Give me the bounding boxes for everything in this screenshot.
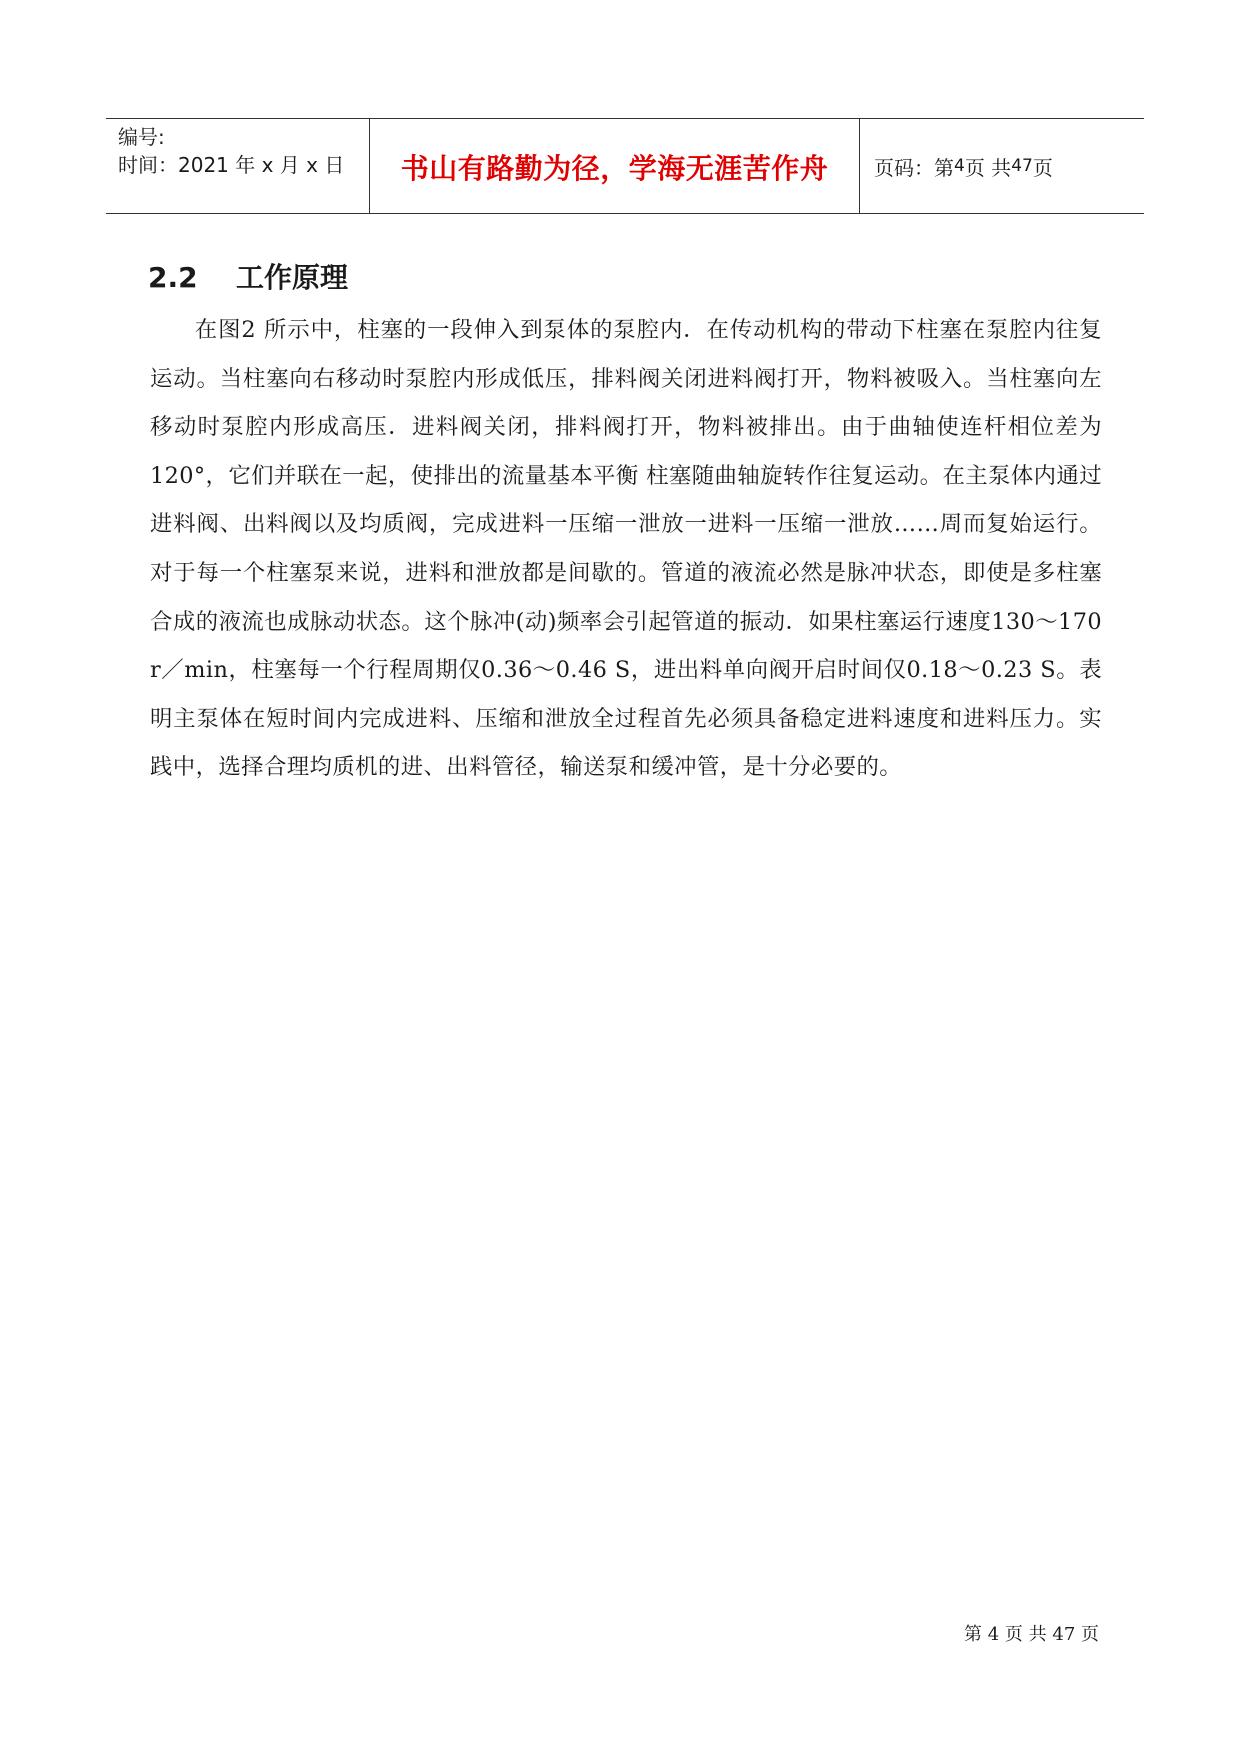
document-date: 时间：2021 年 x 月 x 日 xyxy=(118,153,345,177)
section-heading xyxy=(148,256,348,296)
document-number-label: 编号: xyxy=(118,125,165,149)
header-page-cell xyxy=(860,119,1144,213)
header-motto-cell xyxy=(370,119,860,213)
section-title: 工作原理 xyxy=(236,261,349,294)
header-page-suffix: 页 xyxy=(1032,155,1053,180)
header-page-prefix: 页码：第 xyxy=(874,155,954,180)
section-number: 2.2 xyxy=(148,261,198,294)
header-page-current: 4 xyxy=(954,156,965,176)
header-meta-cell xyxy=(106,119,370,213)
header-page-total: 47 xyxy=(1011,156,1033,176)
page-footer: 第 4 页 共 47 页 xyxy=(964,1624,1099,1645)
body-paragraph: 在图2 所示中，柱塞的一段伸入到泵体的泵腔内．在传动机构的带动下柱塞在泵腔内往复运动。当柱塞向右移动时泵腔内形成低压，排料阀关闭进料阀打开，物料被吸入。当柱塞向左移动时泵腔内形成高压．进料阀关闭，排料阀打开，物料被排出。由于曲轴使连杆相位差为120°，它们并联在一起，使排出的流量基本平衡 柱塞随曲轴旋转作往复运动。在主泵体内通过进料阀、出料阀以及均质阀，完成进料一压缩一泄放一进料一压缩一泄放……周而复始运行。对于每一个柱塞泵来说，进料和泄放都是间歇的。管道的液流必然是脉冲状态，即使是多柱塞合成的液流也成脉动状态。这个脉冲(动)频率会引起管道的振动．如果柱塞运行速度130～170 r／min，柱塞每一个行程周期仅0.36～0.46 S，进出料单向阀开启时间仅0.18～0.23 S。表明主泵体在短时间内完成进料、压缩和泄放全过程首先必须具备稳定进料速度和进料压力。实践中，选择合理均质机的进、出料管径，输送泵和缓冲管，是十分必要的。 xyxy=(150,317,1102,781)
header-page-middle: 页 共 xyxy=(964,155,1012,180)
document-header xyxy=(106,118,1144,214)
header-motto: 书山有路勤为径，学海无涯苦作舟 xyxy=(400,152,829,185)
